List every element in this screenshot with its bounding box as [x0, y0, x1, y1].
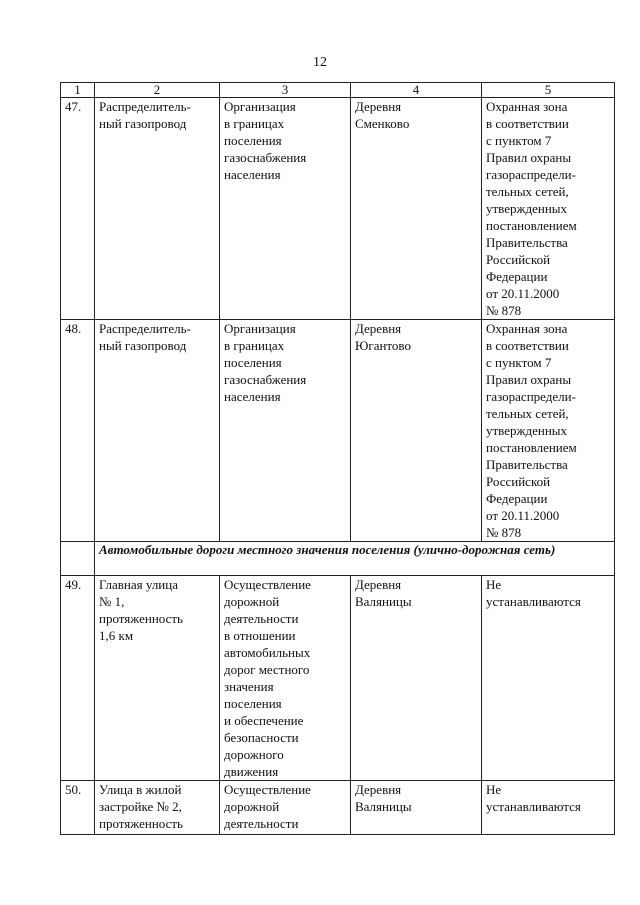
table-row	[61, 781, 615, 835]
zone-description: Охранная зона в соответствии с пунктом 7 Правил охраны газораспредели- тельных сетей, утвержденных постановлением Правительства Российской Федерации от 20.11.2000 № 878	[482, 320, 615, 542]
section-heading: Автомобильные дороги местного значения поселения (улично-дорожная сеть)	[95, 542, 615, 576]
object-location: Деревня Югантово	[351, 320, 482, 542]
row-number: 50.	[61, 781, 95, 835]
page-number: 12	[313, 55, 327, 70]
table-row	[61, 320, 615, 542]
zone-description: Охранная зона в соответствии с пунктом 7 Правил охраны газораспредели- тельных сетей, утвержденных постановлением Правительства Российской Федерации от 20.11.2000 № 878	[482, 98, 615, 320]
row-number: 47.	[61, 98, 95, 320]
row-number: 48.	[61, 320, 95, 542]
header-col-5: 5	[482, 83, 615, 98]
header-col-4: 4	[351, 83, 482, 98]
object-purpose: Осуществление дорожной деятельности	[220, 781, 351, 835]
header-row	[61, 83, 615, 98]
zone-description: Не устанавливаются	[482, 576, 615, 781]
object-name: Распределитель- ный газопровод	[95, 98, 220, 320]
object-name: Распределитель- ный газопровод	[95, 320, 220, 542]
object-location: Деревня Сменково	[351, 98, 482, 320]
table-row	[61, 576, 615, 781]
row-number: 49.	[61, 576, 95, 781]
object-name: Главная улица № 1, протяженность 1,6 км	[95, 576, 220, 781]
section-row	[61, 542, 615, 576]
zone-description: Не устанавливаются	[482, 781, 615, 835]
header-col-3: 3	[220, 83, 351, 98]
table-row	[61, 98, 615, 320]
object-purpose: Осуществление дорожной деятельности в отношении автомобильных дорог местного значения поселения и обеспечение безопасности дорожного движения	[220, 576, 351, 781]
objects-table	[60, 82, 615, 835]
header-col-2: 2	[95, 83, 220, 98]
object-purpose: Организация в границах поселения газоснабжения населения	[220, 98, 351, 320]
object-purpose: Организация в границах поселения газоснабжения населения	[220, 320, 351, 542]
header-col-1: 1	[61, 83, 95, 98]
object-name: Улица в жилой застройке № 2, протяженность	[95, 781, 220, 835]
section-number-cell	[61, 542, 95, 576]
object-location: Деревня Валяницы	[351, 781, 482, 835]
object-location: Деревня Валяницы	[351, 576, 482, 781]
